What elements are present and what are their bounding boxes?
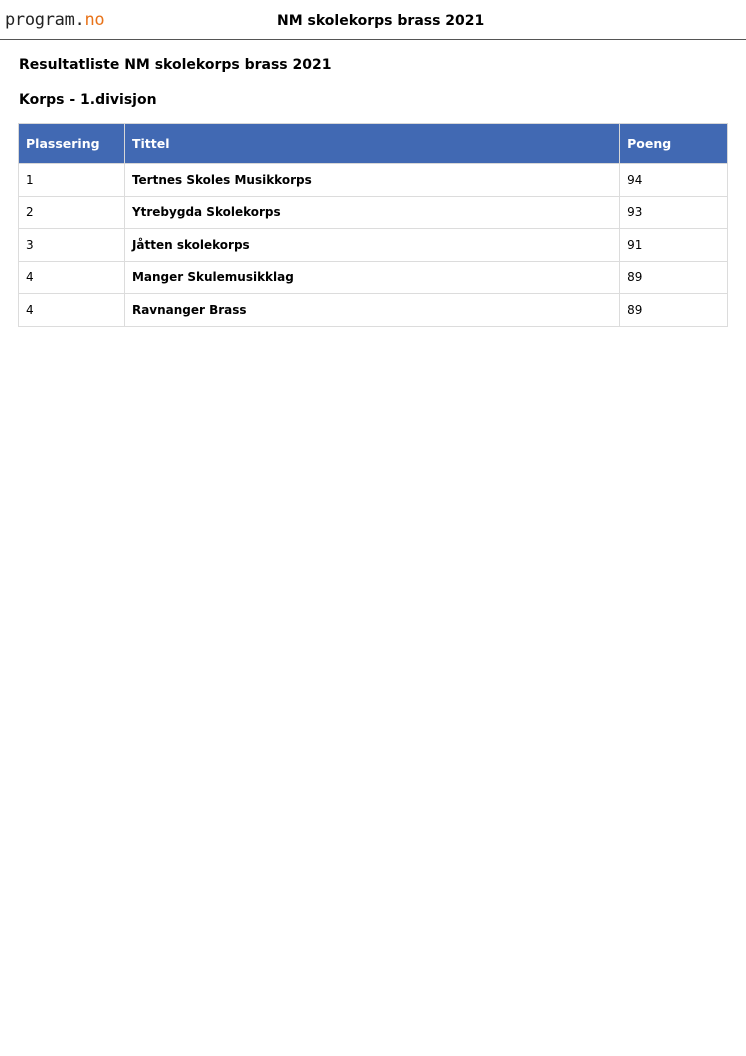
document-title: Resultatliste NM skolekorps brass 2021 [19,57,332,73]
logo-tld: no [84,10,105,30]
column-header-title: Tittel [124,124,619,164]
score-cell: 89 [620,294,728,327]
placement-cell: 4 [19,261,125,294]
title-cell: Ytrebygda Skolekorps [124,196,619,229]
placement-cell: 2 [19,196,125,229]
table-row [19,294,728,327]
title-cell: Tertnes Skoles Musikkorps [124,164,619,197]
site-logo[interactable] [5,9,104,31]
title-cell: Ravnanger Brass [124,294,619,327]
title-cell: Manger Skulemusikklag [124,261,619,294]
header-title: NM skolekorps brass 2021 [277,13,485,29]
score-cell: 91 [620,229,728,262]
placement-cell: 1 [19,164,125,197]
score-cell: 89 [620,261,728,294]
column-header-placement: Plassering [19,124,125,164]
table-row [19,261,728,294]
placement-cell: 4 [19,294,125,327]
score-cell: 93 [620,196,728,229]
table-row [19,196,728,229]
table-row [19,229,728,262]
results-table [18,123,728,327]
score-cell: 94 [620,164,728,197]
top-bar [0,0,746,40]
section-title: Korps - 1.divisjon [19,92,157,108]
table-header-row [19,124,728,164]
title-cell: Jåtten skolekorps [124,229,619,262]
logo-text: program. [5,10,85,30]
column-header-score: Poeng [620,124,728,164]
table-row [19,164,728,197]
placement-cell: 3 [19,229,125,262]
